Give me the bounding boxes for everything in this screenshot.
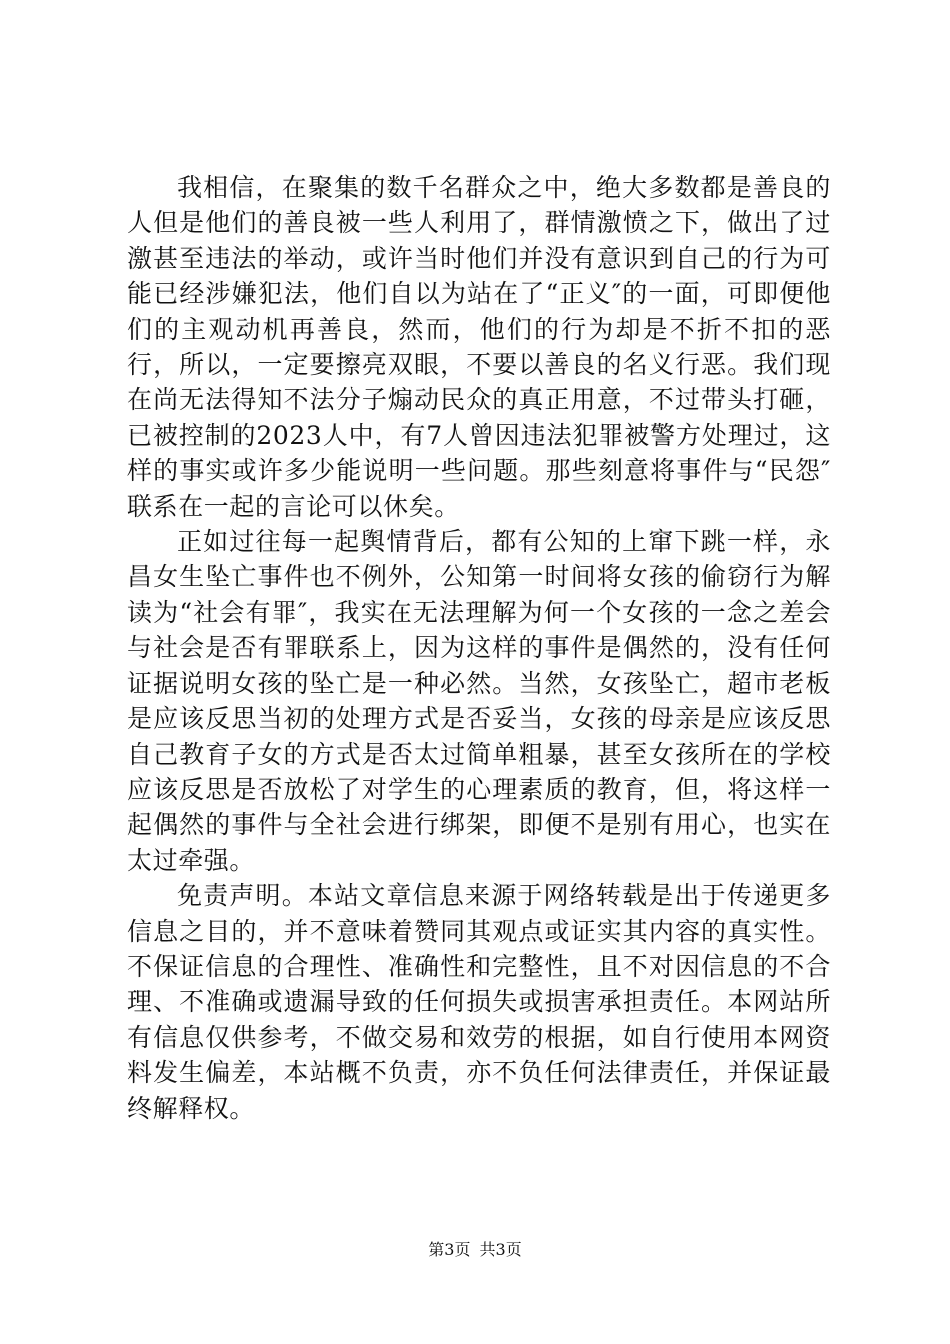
page-footer: [0, 1240, 950, 1260]
paragraph-public-opinion: 正如过往每一起舆情背后，都有公知的上窜下跳一样，永昌女生坠亡事件也不例外，公知第一时间将女孩的偷窃行为解读为“社会有罪″，我实在无法理解为何一个女孩的一念之差会与社会是否有罪联系上，因为这样的事件是偶然的，没有任何证据说明女孩的坠亡是一种必然。当然，女孩坠亡，超市老板是应该反思当初的处理方式是否妥当，女孩的母亲是应该反思自己教育子女的方式是否太过简单粗暴，甚至女孩所在的学校应该反思是否放松了对学生的心理素质的教育，但，将这样一起偶然的事件与全社会进行绑架，即便不是别有用心，也实在太过牵强。: [127, 527, 831, 875]
document-body: [127, 170, 831, 1126]
page-number: 第3页: [428, 1240, 471, 1259]
page-total: 共3页: [479, 1240, 522, 1259]
paragraph-disclaimer: 免责声明。本站文章信息来源于网络转载是出于传递更多信息之目的，并不意味着赞同其观点或证实其内容的真实性。不保证信息的合理性、准确性和完整性，且不对因信息的不合理、不准确或遗漏导致的任何损失或损害承担责任。本网站所有信息仅供参考，不做交易和效劳的根据，如自行使用本网资料发生偏差，本站概不负责，亦不负任何法律责任，并保证最终解释权。: [127, 881, 831, 1123]
paragraph-crowd-behavior: 我相信，在聚集的数千名群众之中，绝大多数都是善良的人但是他们的善良被一些人利用了，群情激愤之下，做出了过激甚至违法的举动，或许当时他们并没有意识到自己的行为可能已经涉嫌犯法，他们自以为站在了“正义″的一面，可即便他们的主观动机再善良，然而，他们的行为却是不折不扣的恶行，所以，一定要擦亮双眼，不要以善良的名义行恶。我们现在尚无法得知不法分子煽动民众的真正用意，不过带头打砸，已被控制的2023人中，有7人曾因违法犯罪被警方处理过，这样的事实或许多少能说明一些问题。那些刻意将事件与“民怨″联系在一起的言论可以休矣。: [127, 173, 831, 521]
